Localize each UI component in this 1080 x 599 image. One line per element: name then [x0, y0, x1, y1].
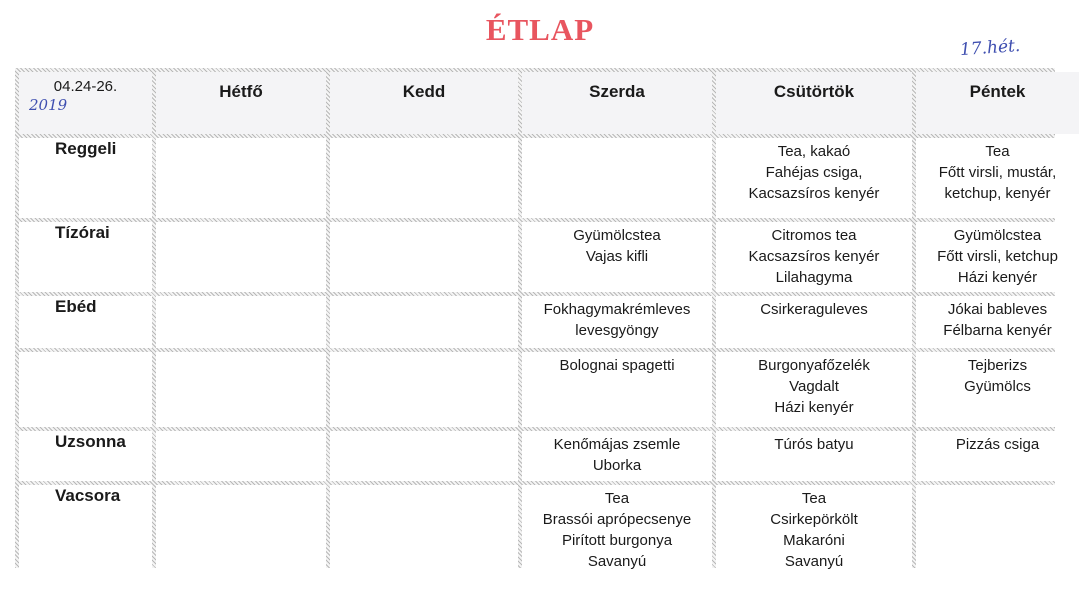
menu-cell-szerda — [522, 352, 712, 427]
day-header-pentek — [916, 72, 1079, 134]
menu-cell-hetfo — [156, 352, 326, 427]
menu-item: Tea — [801, 490, 827, 507]
menu-item: Gyümölcstea — [573, 227, 661, 244]
menu-item: Makaróni — [783, 532, 845, 549]
menu-item: Savanyú — [587, 553, 647, 570]
menu-cell-hetfo — [156, 431, 326, 481]
menu-item: Uborka — [592, 457, 642, 474]
menu-item: Túrós batyu — [774, 436, 854, 453]
menu-item: Kenőmájas zsemle — [553, 436, 681, 453]
menu-cell-csutortok — [716, 138, 912, 218]
menu-item: Lilahagyma — [775, 269, 853, 286]
year-note: 2019 — [29, 96, 68, 114]
menu-item: Fahéjas csiga, — [765, 164, 863, 181]
menu-item: Csirkepörkölt — [770, 511, 858, 528]
menu-cell-kedd — [330, 352, 518, 427]
menu-cell-kedd — [330, 222, 518, 292]
menu-item: Tea, kakaó — [777, 143, 851, 160]
menu-cell-szerda — [522, 222, 712, 292]
menu-item: ketchup, kenyér — [944, 185, 1051, 202]
menu-cell-szerda — [522, 296, 712, 348]
menu-table — [15, 68, 1058, 570]
meal-label: Reggeli — [19, 138, 152, 218]
menu-item: Burgonyafőzelék — [758, 357, 870, 374]
day-header-hetfo — [156, 72, 326, 134]
menu-item: Bolognai spagetti — [559, 357, 675, 374]
menu-item: Citromos tea — [771, 227, 857, 244]
menu-cell-hetfo — [156, 296, 326, 348]
day-header-label: Csütörtök — [773, 82, 855, 101]
menu-cell-kedd — [330, 485, 518, 599]
day-header-label: Szerda — [589, 82, 645, 101]
menu-item: Tejberizs — [967, 357, 1028, 374]
menu-item: Házi kenyér — [774, 399, 854, 416]
menu-cell-kedd — [330, 431, 518, 481]
page-title: ÉTLAP — [485, 12, 595, 47]
menu-cell-csutortok — [716, 296, 912, 348]
menu-item: Főtt virsli, mustár, — [938, 164, 1057, 181]
menu-cell-kedd — [330, 296, 518, 348]
menu-cell-pentek — [916, 138, 1079, 218]
menu-cell-pentek — [916, 222, 1079, 292]
menu-cell-csutortok — [716, 431, 912, 481]
date-cell — [19, 72, 152, 134]
date-range: 04.24-26. — [53, 78, 118, 95]
menu-cell-pentek — [916, 296, 1079, 348]
menu-item: Főtt virsli, ketchup — [937, 248, 1058, 265]
menu-item: Gyümölcs — [964, 378, 1031, 395]
menu-cell-pentek — [916, 485, 1079, 599]
menu-item: Házi kenyér — [957, 269, 1038, 286]
menu-cell-kedd — [330, 138, 518, 218]
menu-item: Pizzás csiga — [955, 436, 1040, 453]
menu-item: Félbarna kenyér — [943, 322, 1052, 339]
menu-item: Brassói aprópecsenye — [542, 511, 692, 528]
menu-cell-hetfo — [156, 138, 326, 218]
menu-item: levesgyöngy — [575, 322, 659, 339]
menu-cell-hetfo — [156, 485, 326, 599]
menu-cell-szerda — [522, 138, 712, 218]
day-header-csutortok — [716, 72, 912, 134]
meal-label: Vacsora — [19, 485, 152, 599]
menu-item: Savanyú — [784, 553, 844, 570]
menu-cell-csutortok — [716, 485, 912, 599]
menu-item: Gyümölcstea — [953, 227, 1042, 244]
menu-item: Csirkeraguleves — [760, 301, 868, 318]
meal-label: Ebéd — [19, 296, 152, 348]
menu-cell-hetfo — [156, 222, 326, 292]
week-note: 17.hét. — [959, 35, 1021, 61]
day-header-szerda — [522, 72, 712, 134]
menu-cell-pentek — [916, 352, 1079, 427]
menu-item: Vajas kifli — [585, 248, 649, 265]
menu-cell-szerda — [522, 485, 712, 599]
day-header-label: Kedd — [402, 82, 446, 101]
day-header-label: Hétfő — [219, 82, 263, 101]
day-header-kedd — [330, 72, 518, 134]
menu-item: Pirított burgonya — [561, 532, 673, 549]
menu-cell-csutortok — [716, 352, 912, 427]
menu-item: Kacsazsíros kenyér — [748, 248, 880, 265]
menu-item: Kacsazsíros kenyér — [748, 185, 880, 202]
menu-item: Jókai bableves — [947, 301, 1048, 318]
menu-item: Vagdalt — [789, 378, 839, 395]
meal-label: Tízórai — [19, 222, 152, 292]
menu-item: Tea — [604, 490, 630, 507]
menu-item: Tea — [985, 143, 1010, 160]
menu-cell-pentek — [916, 431, 1079, 481]
menu-cell-szerda — [522, 431, 712, 481]
menu-item: Fokhagymakrémleves — [543, 301, 691, 318]
meal-label — [19, 352, 152, 427]
day-header-label: Péntek — [969, 82, 1026, 101]
meal-label: Uzsonna — [19, 431, 152, 481]
menu-cell-csutortok — [716, 222, 912, 292]
